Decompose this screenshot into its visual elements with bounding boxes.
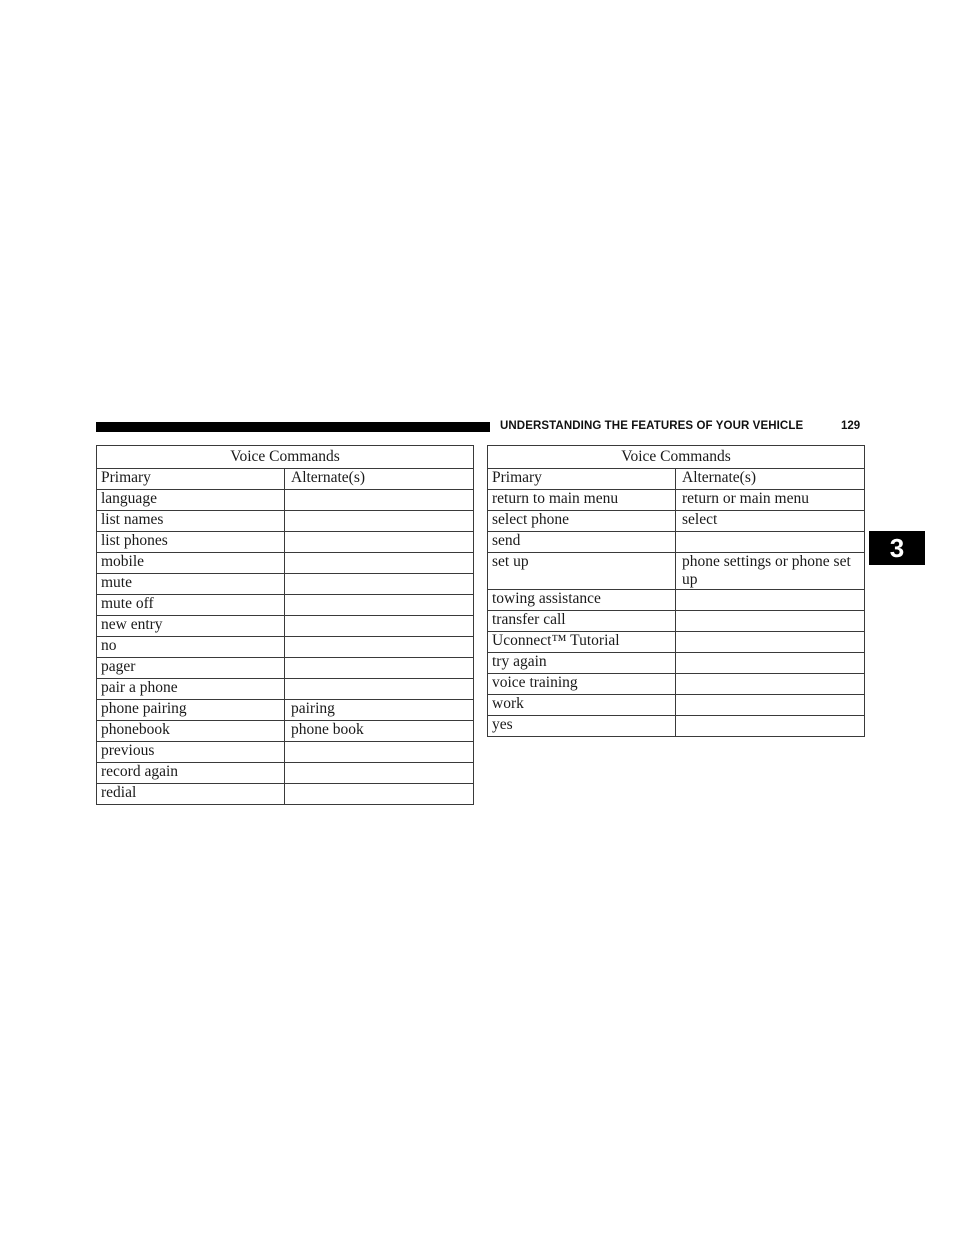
alternate-command-cell: select (676, 511, 865, 532)
primary-command-cell: transfer call (488, 611, 676, 632)
voice-commands-table-right (487, 445, 865, 737)
table-row (97, 490, 474, 511)
alternate-command-cell (285, 658, 474, 679)
table-row (97, 658, 474, 679)
primary-command-cell: mute off (97, 595, 285, 616)
table-row (97, 574, 474, 595)
table-title-row (488, 446, 865, 469)
table-row (97, 532, 474, 553)
primary-command-cell: pair a phone (97, 679, 285, 700)
alternate-command-cell: phone book (285, 721, 474, 742)
table-row (488, 553, 865, 590)
table-header-row (488, 469, 865, 490)
alternate-command-cell (285, 679, 474, 700)
primary-command-cell: yes (488, 716, 676, 737)
chapter-tab: 3 (869, 531, 925, 565)
table-row (488, 716, 865, 737)
table-row (97, 595, 474, 616)
section-header-title: UNDERSTANDING THE FEATURES OF YOUR VEHICLE (500, 420, 804, 432)
alternate-command-cell (285, 553, 474, 574)
table-header-row (97, 469, 474, 490)
table-row (97, 553, 474, 574)
table-row (97, 784, 474, 805)
primary-command-cell: send (488, 532, 676, 553)
primary-command-cell: list names (97, 511, 285, 532)
alternate-command-cell (285, 574, 474, 595)
alternate-command-cell (676, 716, 865, 737)
alternate-command-cell (285, 637, 474, 658)
table-row (488, 532, 865, 553)
primary-command-cell: mute (97, 574, 285, 595)
primary-command-cell: select phone (488, 511, 676, 532)
alternate-command-cell: pairing (285, 700, 474, 721)
alternate-command-cell (285, 595, 474, 616)
table-row (97, 700, 474, 721)
alternate-command-cell (285, 532, 474, 553)
primary-command-cell: try again (488, 653, 676, 674)
alternate-command-cell (676, 674, 865, 695)
column-header-primary: Primary (97, 469, 285, 490)
primary-command-cell: Uconnect™ Tutorial (488, 632, 676, 653)
primary-command-cell: work (488, 695, 676, 716)
column-header-alternate: Alternate(s) (676, 469, 865, 490)
table-row (488, 511, 865, 532)
table-title-row (97, 446, 474, 469)
alternate-command-cell (676, 590, 865, 611)
header-rule (96, 422, 490, 432)
alternate-command-cell (285, 616, 474, 637)
alternate-command-cell (676, 611, 865, 632)
column-header-primary: Primary (488, 469, 676, 490)
alternate-command-cell (676, 532, 865, 553)
table-row (488, 632, 865, 653)
alternate-command-cell: phone settings or phone set up (676, 553, 865, 590)
table-row (97, 721, 474, 742)
primary-command-cell: voice training (488, 674, 676, 695)
table-title: Voice Commands (488, 446, 865, 469)
table-row (97, 679, 474, 700)
alternate-command-cell (285, 490, 474, 511)
primary-command-cell: return to main menu (488, 490, 676, 511)
alternate-command-cell (285, 784, 474, 805)
table-row (488, 611, 865, 632)
primary-command-cell: record again (97, 763, 285, 784)
alternate-command-cell (676, 653, 865, 674)
primary-command-cell: language (97, 490, 285, 511)
column-header-alternate: Alternate(s) (285, 469, 474, 490)
alternate-command-cell (285, 763, 474, 784)
table-row (97, 742, 474, 763)
table-row (97, 616, 474, 637)
alternate-command-cell (285, 742, 474, 763)
primary-command-cell: new entry (97, 616, 285, 637)
table-row (488, 653, 865, 674)
primary-command-cell: list phones (97, 532, 285, 553)
primary-command-cell: mobile (97, 553, 285, 574)
primary-command-cell: phone pairing (97, 700, 285, 721)
table-row (97, 511, 474, 532)
voice-commands-table-left (96, 445, 474, 805)
table-row (488, 695, 865, 716)
table-row (488, 490, 865, 511)
alternate-command-cell: return or main menu (676, 490, 865, 511)
primary-command-cell: towing assistance (488, 590, 676, 611)
primary-command-cell: previous (97, 742, 285, 763)
primary-command-cell: no (97, 637, 285, 658)
table-row (488, 590, 865, 611)
primary-command-cell: pager (97, 658, 285, 679)
alternate-command-cell (676, 695, 865, 716)
primary-command-cell: phonebook (97, 721, 285, 742)
primary-command-cell: set up (488, 553, 676, 590)
table-row (488, 674, 865, 695)
page-number: 129 (841, 420, 861, 432)
table-row (97, 763, 474, 784)
alternate-command-cell (676, 632, 865, 653)
table-row (97, 637, 474, 658)
table-title: Voice Commands (97, 446, 474, 469)
primary-command-cell: redial (97, 784, 285, 805)
alternate-command-cell (285, 511, 474, 532)
